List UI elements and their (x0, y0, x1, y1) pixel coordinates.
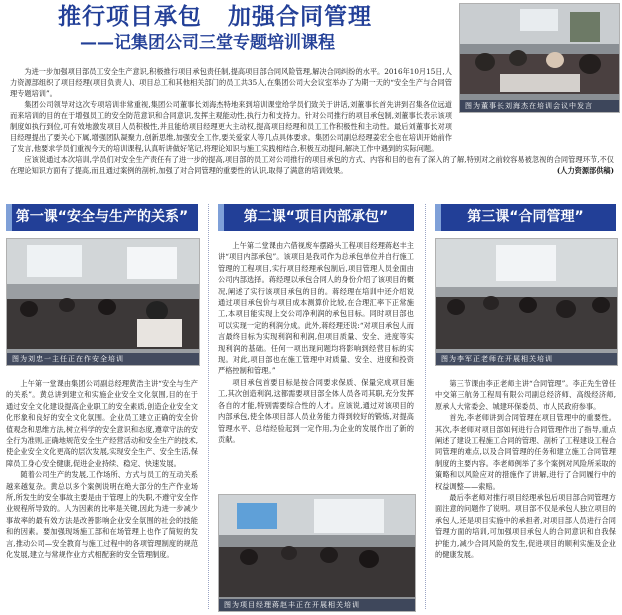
photo-contract-training (435, 238, 618, 366)
photo-project-training-image (219, 495, 415, 611)
author-credit: (人力资源部供稿) (556, 166, 614, 175)
section-3-paragraph-3: 最后李老师对推行项目经理承包后项目部合同管理方面注意的问题作了说明。项目部不仅是承包人独立项目的承包人,还是项目实施中的承担者,对项目部人员进行合同管理方面的培训,可加强项目承包人的合同意识和自我保护能力,减少合同风险的发生,促进项目的顺利实施及企业的健康发展。 (435, 493, 616, 560)
article-subheadline: ——记集团公司三堂专题培训课程 (80, 33, 335, 53)
photo-safety-training (6, 238, 200, 366)
photo-chairman-speech (459, 3, 620, 113)
photo-safety-training-image (7, 239, 199, 365)
summary-text (10, 154, 614, 176)
photo-chairman-speech-image (460, 4, 619, 112)
section-banner-2: 第二课“项目内部承包” (218, 204, 414, 231)
photo-caption: 图为刘忠一主任正在作安全培训 (7, 353, 199, 365)
article-headline (58, 4, 453, 30)
column-divider (208, 204, 209, 609)
section-1-paragraph-1: 上午第一堂课由集团公司副总经理黄浩主讲“安全与生产的关系”。黄总讲到建立和实施企业安全文化氛围,目的在于通过安全文化建设提高企业职工的安全素质,创造企业安全文化形象和良好的安全文化氛围。企业员工建立正确的安全价值观念和思维方法,树立科学的安全意识和态度,遵章守法的安全行为准则,正确地规范安全生产经营活动和安全生产的技术,使企业安全文化更高的层次发展,实现安全生产、安全生活,保障员工身心安全健康,促进企业持续、稳定、快速发展。 (6, 379, 198, 468)
intro-text (10, 66, 452, 154)
section-2-text (218, 240, 414, 445)
section-banner-1: 第一课“安全与生产的关系” (6, 204, 198, 231)
section-1-text (6, 378, 198, 561)
section-1-paragraph-2: 随着公司生产的发展,工作场所、方式与员工的互动关系越来越复杂。黄总以多个案例说明在绝大部分的生产作业场所,所发生的安全事故主要是由于管理上的失职,不遵守安全作业规程所导致的。人为因素的比率是关键,因此为进一步减少事故率的最有效方法是改善影响企业安全氛围的社会的技能和的因素。要加强现场施工部和在场管理上也作了简短的发言,推动公司—安全教育与施工过程中的各项管理制度的规范化发展,建立与常规作业方式相配套的安全管理制度。 (6, 470, 198, 560)
photo-caption: 图为项目经理蒋赵丰正在开展相关培训 (219, 599, 415, 611)
intro-paragraph-2: 集团公司领导对这次专项培训非常重视,集团公司董事长刘海杰特地来到培训课堂给学员们致关于讲话,刘董事长首先讲到召集各位远道而来培训的目的在于增强员工的安全防范意识和合同意识,发挥主观能动性,执行力和支持力。针对公司推行的项目承包制,刘董事长表示该项制度如执行到位,可有效地激发项目人员积极性,并且能给项目经理更大主动权,提高项目经理和员工工作积极性和主动性。最后刘董事长对项目经理提出了要关心下属,增强团队凝聚力,创新思维,加强安全工作,要关爱家人等几点具体要求。集团公司副总经理姜宏全也在培训开始前作了发言,他要求学员们重视今天的培训课程,认真听讲做好笔记,将理论知识与施工实践相结合,积极互动提问,解决工作中遇到的实际问题。 (10, 100, 452, 153)
photo-project-training (218, 494, 416, 612)
section-banner-3: 第三课“合同管理” (435, 204, 616, 231)
column-divider (425, 204, 426, 609)
summary-paragraph: 应该说通过本次培训,学员们对安全生产责任有了进一步的提高,项目部的员工对公司推行的项目承包的方式、内容和目的也有了深入的了解,特别对之前较容易被忽视的合同管理环节,不仅在理论知识方面有了提高,而且通过案例的剖析,加强了对合同管理的重要性的认识,取得了满意的培训效果。 (10, 155, 614, 175)
section-3-paragraph-2: 首先,李老师讲到合同管理在项目管理中的重要性。其次,李老师对项目部如何进行合同管理作出了指导,重点阐述了建设工程施工合同的管理、剖析了工程建设工程合同管理的难点,以及合同管理的任务和建立施工合同管理制度的主要内容。李老师例举了多个案例对风险所采取的策略和以风险应对的措施作了讲解,进行了合同履行中的权益调整——索赔。 (435, 413, 616, 491)
section-2-paragraph-1: 上午第二堂课由六借视废车摆路头工程项目经理蒋赵丰主讲“项目内部承包”。该项目是我司作为总承包单位并自行施工管理的工程项目,实行项目经理承包制后,项目管理人员金面由公司内部选择。蒋经理以承包合同人的身份介绍了该项目的概况,阐述了实行该项目承包的目的。蒋经理在培训中还介绍说通过项目承包价与项目成本测算价比较,在合理汇率下正常施工,本项目能实现上交公司净利润的承包目标。同时项目部也可以实现一定的利润分成。此外,蒋经理还说:“对项目承包人而言最终目标为实现利润和利润,但项目质量、安全、进度等实现利润的基础。任何一项出现问题均将影响到经营目标的实现。对此,项目部也在施工管理中对质量、安全、进度和投资严格控制和管理。” (218, 241, 414, 376)
section-2-paragraph-2: 项目承包首要目标是按合同要求保质、保量完成项目施工,其次创造利润,这都需要项目部全体人员各司其职,充分发挥各自的才能,特别需要综合性的人才。应该说,通过对该项目的内部承包,使全体项目部人员业务能力得到较好的锻炼,对提高管理水平、总结经验起到一定作用,为企业的发展作出了新的贡献。 (218, 377, 414, 444)
photo-caption: 图为李军正老师在开展相关培训 (436, 353, 617, 365)
photo-caption: 图为董事长刘海杰在培训会议中发言 (460, 100, 619, 112)
headline-part-2: 加强合同管理 (228, 4, 372, 30)
section-3-text (435, 378, 616, 561)
photo-contract-training-image (436, 239, 617, 365)
headline-part-1: 推行项目承包 (58, 4, 202, 30)
section-3-paragraph-1: 第三节课由李正老师主讲“合同管理”。李正先生曾任中交第三航务工程局有限公司副总经济师、高级经济师,原承人大常委会、城建环保委员、市人民政府参事。 (435, 379, 616, 411)
intro-paragraph-1: 为进一步加强项目部员工安全生产意识,积极推行项目承包责任制,提高项目部合同风险管理,解决合同纠纷的水平。2016年10月15日,人力资源部组织了项目经理(项目负责人)、项目总工和其他相关部门的员工共35人,在集团公司大会议室举办了为期一天的“安全生产与合同管理专题培训”。 (10, 67, 452, 98)
